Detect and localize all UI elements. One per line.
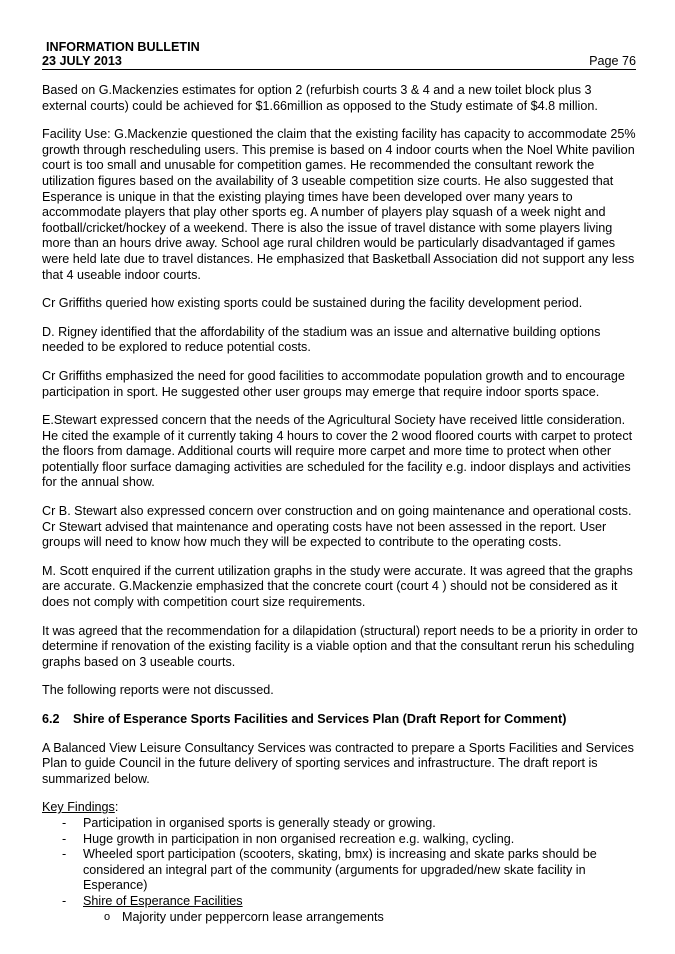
paragraph: Cr Griffiths queried how existing sports could be sustained during the facility development period. [42,296,583,311]
paragraph: Cr Griffiths emphasized the need for good facilities to accommodate population growth and to encourage participation in sport. He suggested other user groups may emerge that require indoor sports space. [42,368,625,399]
paragraph: The following reports were not discussed. [42,683,274,698]
section-heading [42,712,638,728]
section-number: 6.2 [42,712,60,726]
paragraph: Cr B. Stewart also expressed concern over construction and on going maintenance and operational costs. Cr Stewart advised that maintenance and operating costs have not been assessed in the report. User groups will need to know how much they will be expected to contribute to the operating costs. [42,504,632,550]
section-title: Shire of Esperance Sports Facilities and Services Plan (Draft Report for Comment) [73,712,567,726]
bulletin-date: 23 JULY 2013 [42,54,122,68]
key-findings-heading [42,800,638,816]
list-item [42,847,638,894]
paragraph: It was agreed that the recommendation for a dilapidation (structural) report needs to be a priority in order to determine if renovation of the existing facility is a viable option and that the consultant rerun his scheduling graphs based on 3 useable courts. [42,623,638,669]
list-item [42,832,638,848]
list-item-text: Participation in organised sports is generally steady or growing. [83,815,436,830]
page-number: Page 76 [589,54,636,68]
paragraph: Based on G.Mackenzies estimates for option 2 (refurbish courts 3 & 4 and a new toilet block plus 3 external courts) could be achieved for $1.66million as opposed to the Study estimate of $4.8 million. [42,83,598,113]
key-findings-list [42,816,638,910]
sub-list-item [42,910,638,926]
key-findings-label: Key Findings [42,800,115,815]
page-header [42,40,636,70]
header-rule [42,69,636,70]
sub-list-item-text: Majority under peppercorn lease arrangements [122,909,384,924]
list-item-text: Huge growth in participation in non organised recreation e.g. walking, cycling. [83,831,515,846]
list-item [42,816,638,832]
key-findings-colon: : [114,800,119,815]
list-item [42,894,638,910]
bulletin-title: INFORMATION BULLETIN [46,40,200,54]
paragraph: M. Scott enquired if the current utilization graphs in the study were accurate. It was agreed that the graphs are accurate. G.Mackenzie emphasized that the concrete court (court 4 ) should not be considered as it does not comply with competition court size requirements. [42,563,633,610]
paragraph: D. Rigney identified that the affordability of the stadium was an issue and alternative building options needed to be explored to reduce potential costs. [42,324,601,355]
section-intro: A Balanced View Leisure Consultancy Services was contracted to prepare a Sports Facilities and Services Plan to guide Council in the future delivery of sporting services and infrastructure. The draft report is summarized below. [42,740,634,786]
document-body [42,83,638,925]
paragraph: Facility Use: G.Mackenzie questioned the claim that the existing facility has capacity to accommodate 25% growth through rescheduling users. This premise is based on 4 indoor courts when the Noel White pavilion court is too small and unusable for competition games. He recommended the consultant rework the utilization figures based on the availability of 3 useable competition size courts. He also suggested that Esperance is unique in that the existing playing times have been developed over many years to accommodate players that play other sports eg. A number of players play squash of a week night and football/cricket/hockey of a weekend. There is also the issue of travel distance with some players living more than an hours drive away. School age rural children would be particularly disadvantaged if games were held late due to travel distances. He emphasized that Basketball Association did not support any less that 4 useable indoor courts. [42,127,636,282]
facilities-sublist [42,910,638,926]
list-item-text: Shire of Esperance Facilities [83,893,243,908]
header-row [42,54,636,68]
list-item-text: Wheeled sport participation (scooters, skating, bmx) is increasing and skate parks should be considered an integral part of the community (arguments for upgraded/new skate facility in Esperance) [83,847,597,893]
paragraph: E.Stewart expressed concern that the needs of the Agricultural Society have received little consideration. He cited the example of it currently taking 4 hours to cover the 2 wood floored courts with carpet to protect the floors from damage. Additional courts will require more carpet and more time to protect when other potentially floor surface damaging activities are scheduled for the facility e.g. indoor displays and activities for the annual show. [42,413,633,490]
